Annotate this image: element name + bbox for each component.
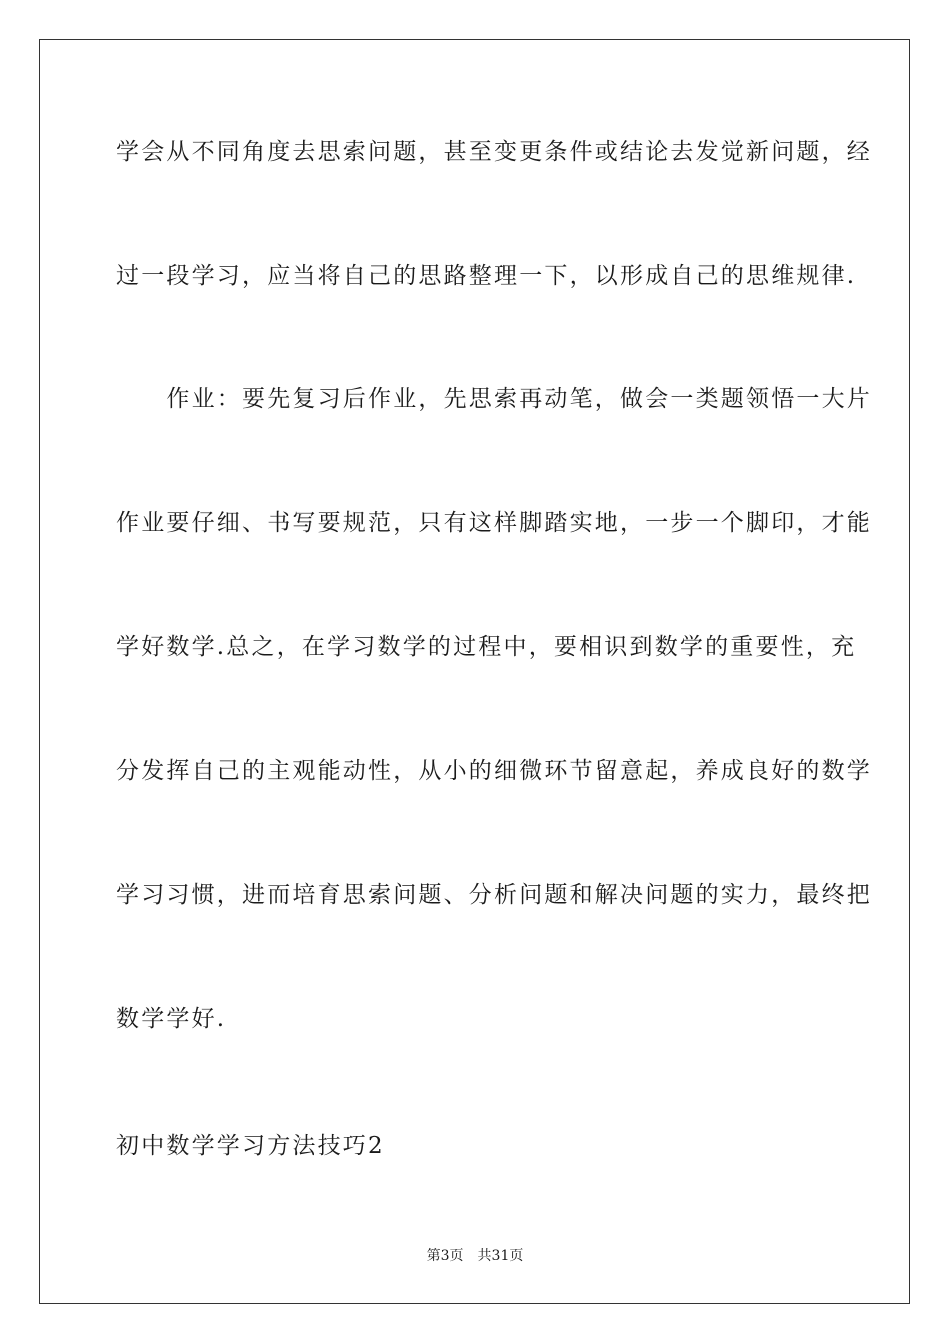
body-line-1: 学会从不同角度去思索问题，甚至变更条件或结论去发觉新问题，经 <box>116 139 872 165</box>
body-line-8: 数学学好. <box>116 1006 227 1032</box>
body-line-7: 学习习惯，进而培育思索问题、分析问题和解决问题的实力，最终把 <box>116 882 872 908</box>
body-line-4: 作业要仔细、书写要规范，只有这样脚踏实地，一步一个脚印，才能 <box>116 510 872 536</box>
section-heading: 初中数学学习方法技巧2 <box>116 1133 385 1159</box>
page-total: 共31页 <box>477 1248 524 1264</box>
page-border <box>39 39 910 1304</box>
body-line-5: 学好数学.总之，在学习数学的过程中，要相识到数学的重要性，充 <box>116 634 857 660</box>
body-line-2: 过一段学习，应当将自己的思路整理一下，以形成自己的思维规律. <box>116 263 857 289</box>
page-footer <box>0 1247 950 1265</box>
body-line-3: 作业：要先复习后作业，先思索再动笔，做会一类题领悟一大片 <box>116 386 872 412</box>
page-number: 第3页 <box>426 1248 464 1264</box>
body-line-6: 分发挥自己的主观能动性，从小的细微环节留意起，养成良好的数学 <box>116 758 872 784</box>
